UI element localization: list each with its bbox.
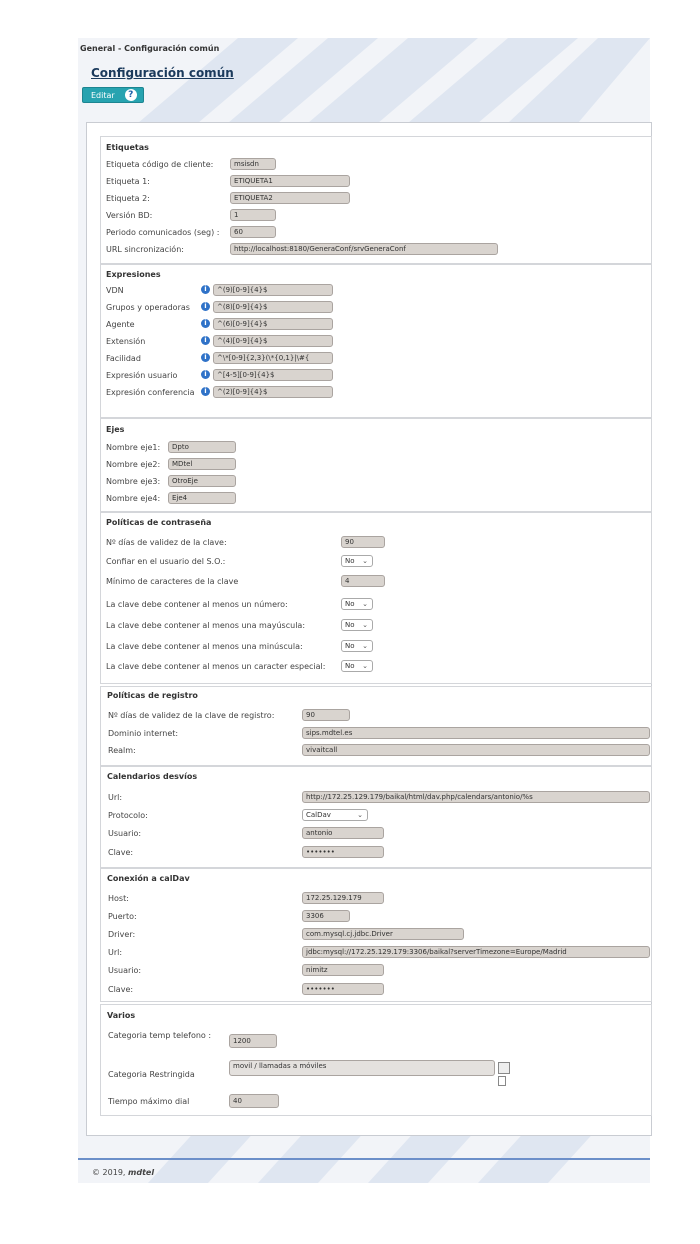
db-version-input[interactable]: 1 bbox=[230, 209, 276, 221]
calendar-url-input[interactable]: http://172.25.129.179/baikal/html/dav.php/calendars/antonio/%s bbox=[302, 791, 650, 803]
require-number-select[interactable] bbox=[341, 598, 373, 610]
field-label: VDN bbox=[106, 286, 124, 295]
driver-input[interactable]: com.mysql.cj.jdbc.Driver bbox=[302, 928, 464, 940]
edit-button-label: Editar bbox=[91, 90, 115, 100]
registration-validity-days-input[interactable]: 90 bbox=[302, 709, 350, 721]
chevron-down-icon: ⌄ bbox=[362, 621, 368, 629]
footer-divider bbox=[78, 1158, 650, 1160]
field-label: Usuario: bbox=[108, 966, 142, 975]
edit-button[interactable] bbox=[82, 87, 144, 103]
chevron-down-icon: ⌄ bbox=[357, 811, 363, 819]
field-label: Url: bbox=[108, 793, 123, 802]
caldav-user-input[interactable]: nimitz bbox=[302, 964, 384, 976]
field-label: Clave: bbox=[108, 848, 134, 857]
field-label: Confiar en el usuario del S.O.: bbox=[106, 557, 226, 566]
max-dial-time-input[interactable]: 40 bbox=[229, 1094, 279, 1108]
axis-3-input[interactable]: OtroEje bbox=[168, 475, 236, 487]
section-title: Varios bbox=[107, 1011, 136, 1020]
comm-period-input[interactable]: 60 bbox=[230, 226, 276, 238]
axis-4-input[interactable]: Eje4 bbox=[168, 492, 236, 504]
field-label: Nombre eje3: bbox=[106, 477, 161, 486]
field-label: La clave debe contener al menos una minúscula: bbox=[106, 642, 303, 651]
field-label: Mínimo de caracteres de la clave bbox=[106, 577, 239, 586]
field-label: Usuario: bbox=[108, 829, 142, 838]
field-label: Agente bbox=[106, 320, 135, 329]
customer-code-label-input[interactable]: msisdn bbox=[230, 158, 276, 170]
field-label: Categoria temp telefono : bbox=[108, 1031, 212, 1040]
chevron-down-icon: ⌄ bbox=[362, 662, 368, 670]
require-special-char-select[interactable] bbox=[341, 660, 373, 672]
vdn-input[interactable]: ^(9)[0-9]{4}$ bbox=[213, 284, 333, 296]
label-1-input[interactable]: ETIQUETA1 bbox=[230, 175, 350, 187]
field-label: Tiempo máximo dial bbox=[108, 1097, 190, 1106]
section-title: Conexión a calDav bbox=[107, 874, 190, 883]
conference-expression-input[interactable]: ^(2)[0-9]{4}$ bbox=[213, 386, 333, 398]
field-label: La clave debe contener al menos un caracter especial: bbox=[106, 662, 326, 671]
chevron-down-icon: ⌄ bbox=[362, 600, 368, 608]
info-icon[interactable]: i bbox=[201, 353, 210, 362]
label-2-input[interactable]: ETIQUETA2 bbox=[230, 192, 350, 204]
field-label: La clave debe contener al menos una mayúscula: bbox=[106, 621, 306, 630]
field-label: Clave: bbox=[108, 985, 134, 994]
realm-input[interactable]: vivaitcall bbox=[302, 744, 650, 756]
min-password-chars-input[interactable]: 4 bbox=[341, 575, 385, 587]
section-title: Etiquetas bbox=[106, 143, 149, 152]
field-label: Etiqueta código de cliente: bbox=[106, 160, 214, 169]
page-title: Configuración común bbox=[91, 66, 234, 80]
field-label: Nombre eje4: bbox=[106, 494, 161, 503]
field-label: Nº días de validez de la clave: bbox=[106, 538, 227, 547]
field-label: Expresión conferencia bbox=[106, 388, 195, 397]
field-label: Protocolo: bbox=[108, 811, 148, 820]
select-value: No bbox=[345, 557, 355, 565]
field-label: Nº días de validez de la clave de registro: bbox=[108, 711, 275, 720]
field-label: Categoria Restringida bbox=[108, 1070, 195, 1079]
jdbc-url-input[interactable]: jdbc:mysql://172.25.129.179:3306/baikal?serverTimezone=Europe/Madrid bbox=[302, 946, 650, 958]
groups-input[interactable]: ^(8)[0-9]{4}$ bbox=[213, 301, 333, 313]
help-icon: ? bbox=[125, 89, 137, 101]
sync-url-input[interactable]: http://localhost:8180/GeneraConf/srvGeneraConf bbox=[230, 243, 498, 255]
require-lowercase-select[interactable] bbox=[341, 640, 373, 652]
temp-phone-category-input[interactable]: 1200 bbox=[229, 1034, 277, 1048]
calendar-user-input[interactable]: antonio bbox=[302, 827, 384, 839]
section-title: Expresiones bbox=[106, 270, 161, 279]
axis-1-input[interactable]: Dpto bbox=[168, 441, 236, 453]
select-value: No bbox=[345, 642, 355, 650]
list-icon[interactable] bbox=[498, 1062, 510, 1074]
info-icon[interactable]: i bbox=[201, 319, 210, 328]
require-uppercase-select[interactable] bbox=[341, 619, 373, 631]
field-label: Driver: bbox=[108, 930, 136, 939]
breadcrumb: General - Configuración común bbox=[80, 44, 220, 53]
protocol-select[interactable] bbox=[302, 809, 368, 821]
field-label: Extensión bbox=[106, 337, 146, 346]
info-icon[interactable]: i bbox=[201, 387, 210, 396]
field-label: La clave debe contener al menos un número: bbox=[106, 600, 288, 609]
select-value: No bbox=[345, 662, 355, 670]
host-input[interactable]: 172.25.129.179 bbox=[302, 892, 384, 904]
extension-input[interactable]: ^(4)[0-9]{4}$ bbox=[213, 335, 333, 347]
chevron-down-icon: ⌄ bbox=[362, 557, 368, 565]
field-label: Facilidad bbox=[106, 354, 141, 363]
field-label: Periodo comunicados (seg) : bbox=[106, 228, 220, 237]
field-label: Nombre eje1: bbox=[106, 443, 161, 452]
section-title: Políticas de contraseña bbox=[106, 518, 212, 527]
info-icon[interactable]: i bbox=[201, 285, 210, 294]
port-input[interactable]: 3306 bbox=[302, 910, 350, 922]
copyright-text: © 2019, bbox=[92, 1168, 126, 1177]
chevron-down-icon: ⌄ bbox=[362, 642, 368, 650]
calendar-password-input[interactable]: ••••••• bbox=[302, 846, 384, 858]
info-icon[interactable]: i bbox=[201, 370, 210, 379]
field-label: Etiqueta 2: bbox=[106, 194, 150, 203]
section-title: Políticas de registro bbox=[107, 691, 198, 700]
field-label: Expresión usuario bbox=[106, 371, 178, 380]
axis-2-input[interactable]: MDtel bbox=[168, 458, 236, 470]
section-title: Ejes bbox=[106, 425, 125, 434]
restricted-category-listbox[interactable]: movil / llamadas a móviles bbox=[229, 1060, 495, 1076]
field-label: Realm: bbox=[108, 746, 136, 755]
field-label: URL sincronización: bbox=[106, 245, 184, 254]
facility-input[interactable]: ^\*[0-9]{2,3}(\*{0,1}|\#{ bbox=[213, 352, 333, 364]
field-label: Dominio internet: bbox=[108, 729, 179, 738]
field-label: Puerto: bbox=[108, 912, 137, 921]
field-label: Url: bbox=[108, 948, 123, 957]
select-value: No bbox=[345, 621, 355, 629]
field-label: Nombre eje2: bbox=[106, 460, 161, 469]
field-label: Host: bbox=[108, 894, 129, 903]
trust-os-user-select[interactable] bbox=[341, 555, 373, 567]
internet-domain-input[interactable]: sips.mdtel.es bbox=[302, 727, 650, 739]
field-label: Versión BD: bbox=[106, 211, 153, 220]
trash-icon[interactable] bbox=[498, 1076, 506, 1086]
field-label: Grupos y operadoras bbox=[106, 303, 190, 312]
field-label: Etiqueta 1: bbox=[106, 177, 150, 186]
brand-name: mdtel bbox=[128, 1168, 155, 1177]
password-validity-days-input[interactable]: 90 bbox=[341, 536, 385, 548]
caldav-password-input[interactable]: ••••••• bbox=[302, 983, 384, 995]
footer bbox=[92, 1168, 154, 1177]
select-value: CalDav bbox=[306, 811, 331, 819]
info-icon[interactable]: i bbox=[201, 336, 210, 345]
section-title: Calendarios desvíos bbox=[107, 772, 198, 781]
select-value: No bbox=[345, 600, 355, 608]
user-expression-input[interactable]: ^[4-5][0-9]{4}$ bbox=[213, 369, 333, 381]
info-icon[interactable]: i bbox=[201, 302, 210, 311]
agent-input[interactable]: ^(6)[0-9]{4}$ bbox=[213, 318, 333, 330]
